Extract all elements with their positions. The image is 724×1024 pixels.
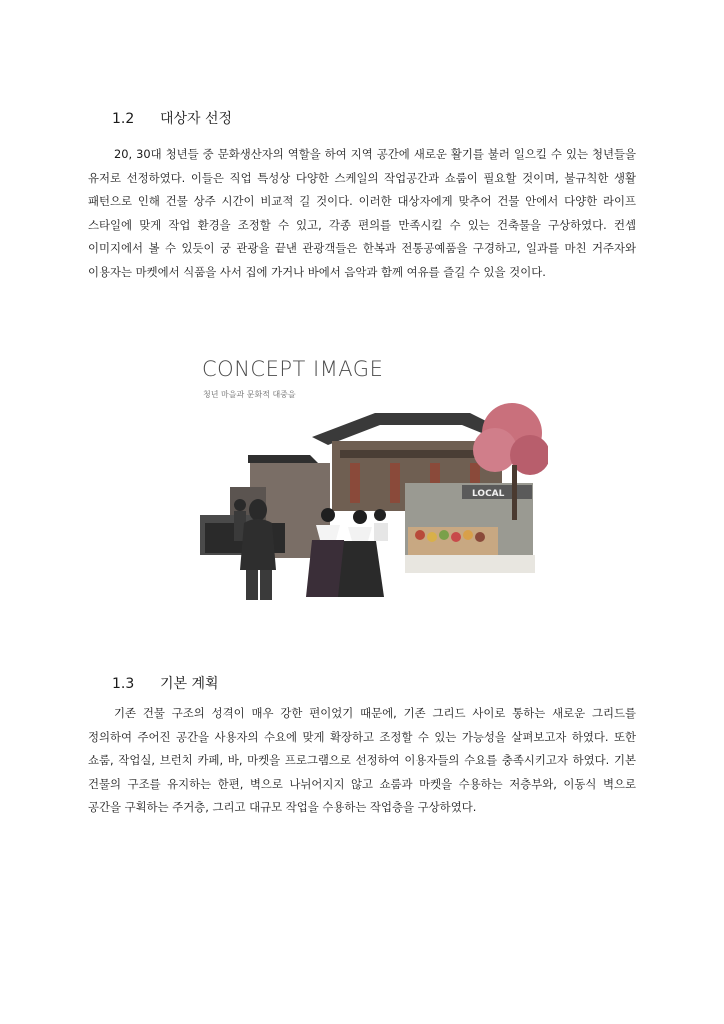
section-title: 대상자 선정 [160,111,233,127]
section-title: 기본 계획 [160,676,219,692]
concept-image [200,355,548,603]
paragraph-text: 20, 30대 청년들 중 문화생산자의 역할을 하여 지역 공간에 새로운 활기를 불러 일으킬 수 있는 청년들을 유저로 선정하였다. 이들은 직업 특성상 다양한 스케일의 작업공간과 쇼룸이 필요할 것이며, 불규칙한 생활 패턴으로 인해 건물 상주 시간이 비교적 길 것이다. 이러한 대상자에게 맞추어 건물 안에서 다양한 라이프 스타일에 맞게 작업 환경을 조정할 수 있고, 각종 편의를 만족시킬 수 있는 건축물을 구상하였다. 컨셉 이미지에서 볼 수 있듯이 궁 관광을 끝낸 관광객들은 한복과 전통공예품을 구경하고, 일과를 마친 거주자와 이용자는 마켓에서 식품을 사서 집에 가거나 바에서 음악과 함께 여유를 즐길 수 있을 것이다. [88,147,636,279]
section-1-2-paragraph [88,143,636,285]
concept-image-title: CONCEPT IMAGE [202,357,384,381]
section-1-3-paragraph [88,702,636,820]
concept-image-subtitle: 청년 마을과 문화적 대중을 [203,390,296,399]
local-sign: LOCAL [472,489,505,499]
section-heading-1-2 [112,108,232,128]
section-heading-1-3 [112,673,219,693]
section-number: 1.2 [112,111,135,127]
paragraph-text: 기존 건물 구조의 성격이 매우 강한 편이었기 때문에, 기존 그리드 사이로 통하는 새로운 그리드를 정의하여 주어진 공간을 사용자의 수요에 맞게 확장하고 조정할 수 있는 가능성을 살펴보고자 하였다. 또한 쇼룸, 작업실, 브런치 카페, 바, 마켓을 프로그램으로 선정하여 이용자들의 수요를 충족시키고자 하였다. 기본 건물의 구조를 유지하는 한편, 벽으로 나뉘어지지 않고 쇼룸과 마켓을 수용하는 저층부와, 이동식 벽으로 공간을 구획하는 주거층, 그리고 대규모 작업을 수용하는 작업층을 구상하였다. [88,706,636,815]
section-number: 1.3 [112,676,135,692]
